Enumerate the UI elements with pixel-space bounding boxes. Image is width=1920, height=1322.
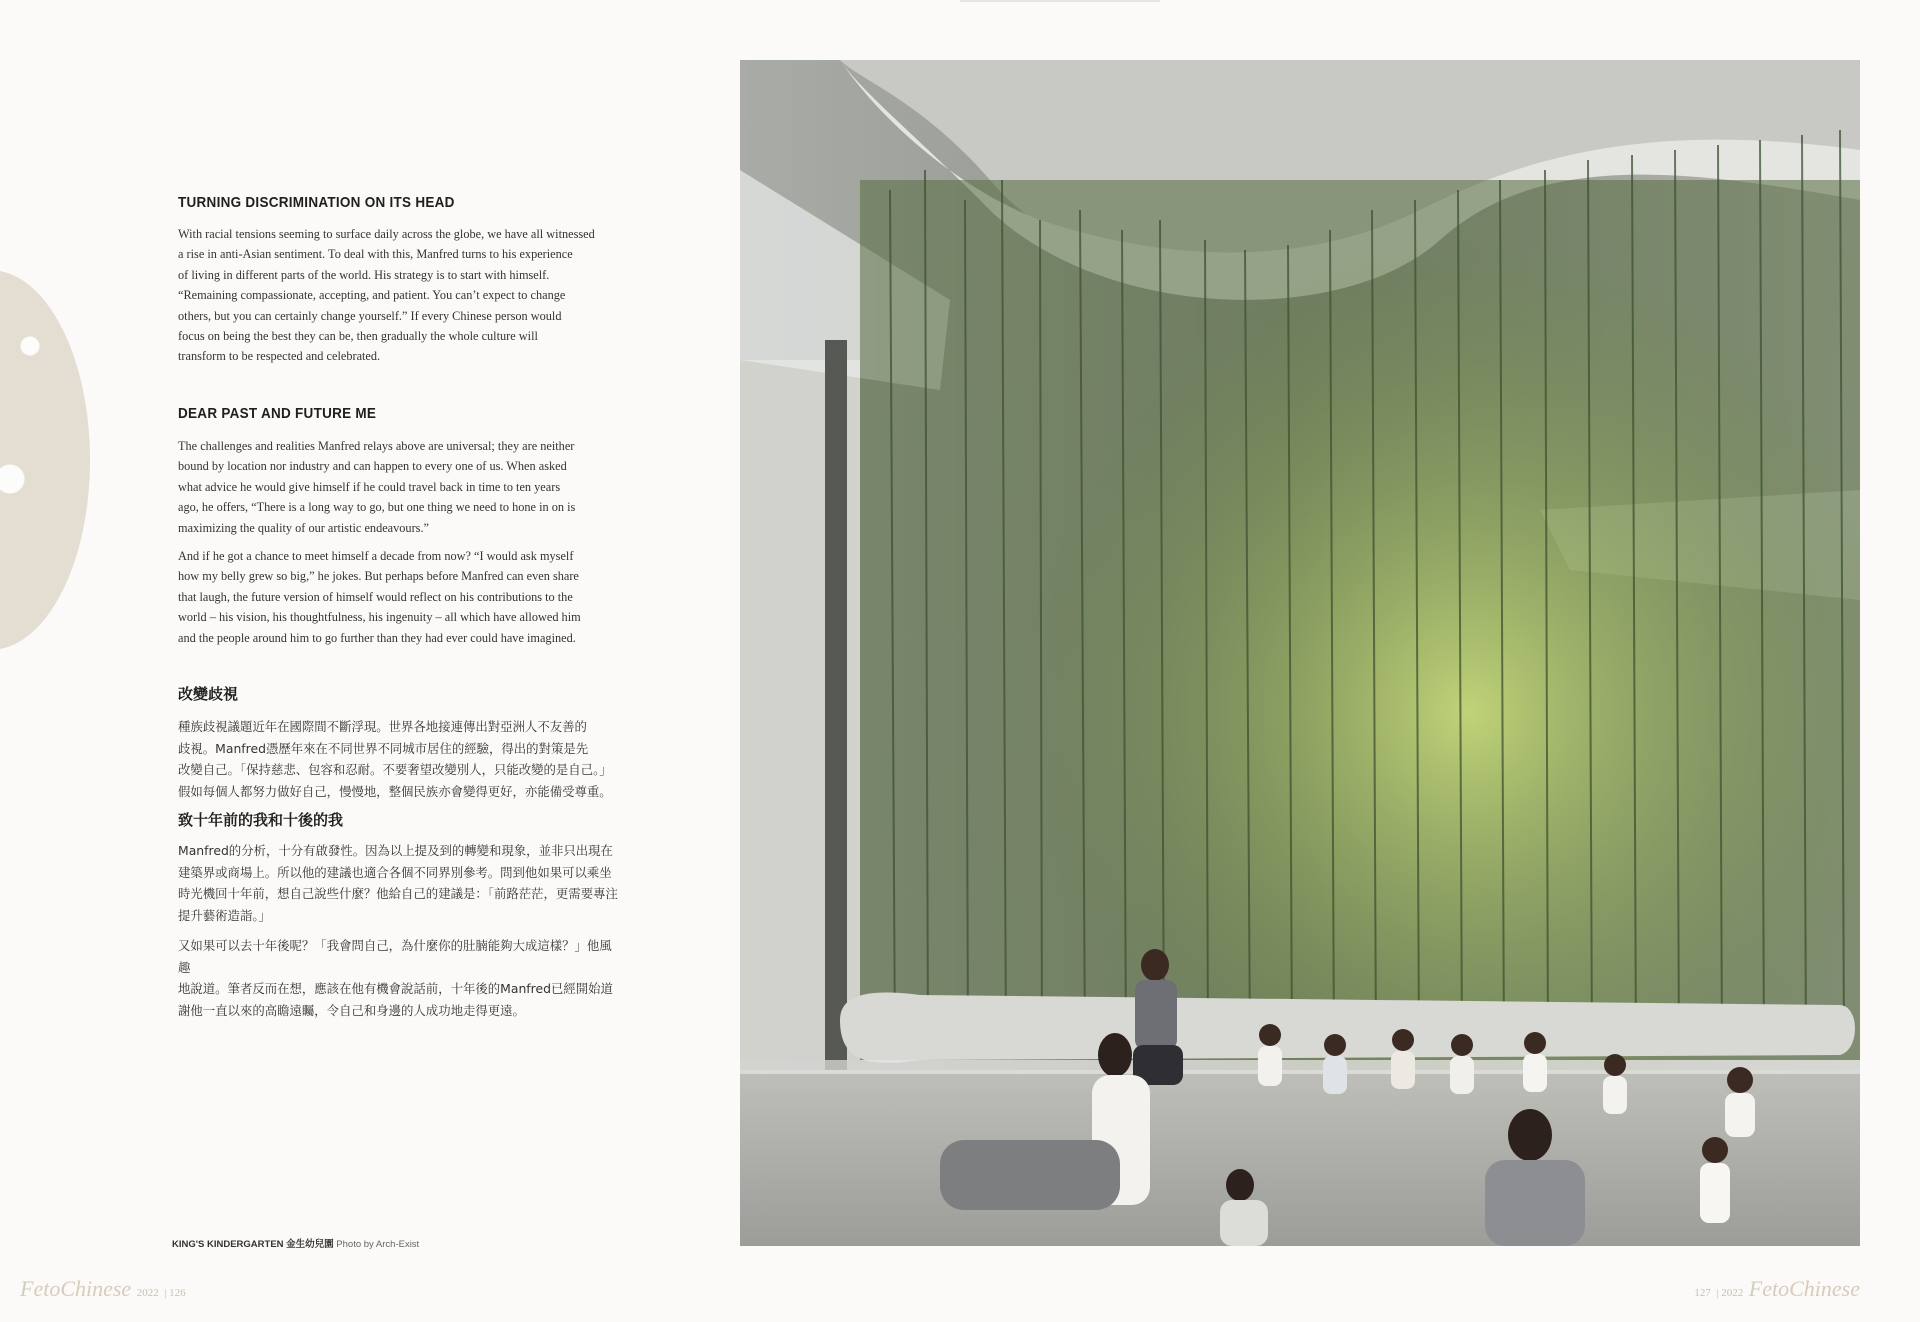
text-line: how my belly grew so big,” he jokes. But perhaps before Manfred can even share xyxy=(178,569,579,584)
photo-caption xyxy=(172,1236,419,1250)
magazine-logo: FetoChinese xyxy=(20,1276,132,1301)
kindergarten-courtyard-photo xyxy=(740,60,1860,1246)
decorative-circle-graphic xyxy=(0,270,90,650)
text-line: 改變自己。「保持慈悲、包容和忍耐。不要奢望改變別人，只能改變的是自己。」 xyxy=(178,762,612,778)
text-line: 謝他一直以來的高瞻遠矚，令自己和身邊的人成功地走得更遠。 xyxy=(178,1002,525,1018)
text-line: 提升藝術造詣。」 xyxy=(178,907,271,923)
text-line: a rise in anti-Asian sentiment. To deal with this, Manfred turns to his experience xyxy=(178,247,573,262)
section-heading-zh-past-future: 致十年前的我和十後的我 xyxy=(178,811,344,829)
text-line: maximizing the quality of our artistic endeavours.” xyxy=(178,520,429,535)
text-line: others, but you can certainly change yourself.” If every Chinese person would xyxy=(178,308,562,323)
text-line: With racial tensions seeming to surface daily across the globe, we have all witnessed xyxy=(178,227,595,241)
section-heading-discrimination: TURNING DISCRIMINATION ON ITS HEAD xyxy=(178,194,455,211)
text-line: transform to be respected and celebrated. xyxy=(178,349,381,364)
text-line: ago, he offers, “There is a long way to go, but one thing we need to hone in on is xyxy=(178,500,576,515)
text-line: 又如果可以去十年後呢？「我會問自己，為什麼你的肚腩能夠大成這樣？」他風趣 xyxy=(178,938,612,975)
text-line: 歧視。Manfred憑歷年來在不同世界不同城市居住的經驗，得出的對策是先 xyxy=(178,740,589,756)
paragraph-zh-discrimination xyxy=(178,716,623,802)
section-heading-past-future: DEAR PAST AND FUTURE ME xyxy=(178,405,377,422)
paragraph-past-future-2 xyxy=(178,546,634,648)
text-line: of living in different parts of the world. His strategy is to start with himself. xyxy=(178,267,550,282)
text-line: 種族歧視議題近年在國際間不斷浮現。世界各地接連傳出對亞洲人不友善的 xyxy=(178,719,587,734)
page-number: 127 xyxy=(1694,1287,1711,1299)
folio-left: FetoChinese 2022 | 126 xyxy=(20,1276,186,1301)
text-line: 假如每個人都努力做好自己，慢慢地，整個民族亦會變得更好，亦能備受尊重。 xyxy=(178,783,612,799)
folio-year: 2022 xyxy=(136,1287,159,1299)
paragraph-zh-past-future-1 xyxy=(178,840,623,926)
magazine-logo: FetoChinese xyxy=(1748,1276,1860,1301)
top-edge-line xyxy=(960,0,1160,2)
text-line: and the people around him to go further than they had ever could have imagined. xyxy=(178,630,576,645)
text-line: “Remaining compassionate, accepting, and patient. You can’t expect to change xyxy=(178,288,566,303)
text-line: bound by location nor industry and can happen to every one of us. When asked xyxy=(178,459,567,474)
text-line: 時光機回十年前，想自己說些什麼？他給自己的建議是：「前路茫茫，更需要專注 xyxy=(178,886,618,902)
text-line: focus on being the best they can be, then gradually the whole culture will xyxy=(178,329,538,344)
paragraph-discrimination xyxy=(178,224,634,367)
text-line: The challenges and realities Manfred relays above are universal; they are neither xyxy=(178,439,575,453)
page-number: 126 xyxy=(169,1287,186,1299)
text-line: what advice he would give himself if he could travel back in time to ten years xyxy=(178,479,561,494)
section-heading-zh-discrimination: 改變歧視 xyxy=(178,685,239,703)
text-line: that laugh, the future version of himself would reflect on his contributions to the xyxy=(178,589,573,604)
caption-title: KING'S KINDERGARTEN 金生幼兒園 xyxy=(172,1239,334,1250)
text-line: Manfred的分析，十分有啟發性。因為以上提及到的轉變和現象，並非只出現在 xyxy=(178,843,613,858)
photo-illustration xyxy=(740,60,1860,1246)
text-line: world – his vision, his thoughtfulness, his ingenuity – all which have allowed him xyxy=(178,610,581,625)
folio-year: 2022 xyxy=(1721,1287,1744,1299)
paragraph-past-future-1 xyxy=(178,436,634,538)
text-line: 建築界或商場上。所以他的建議也適合各個不同界別參考。問到他如果可以乘坐 xyxy=(178,864,612,880)
caption-credit: Photo by Arch-Exist xyxy=(336,1239,420,1250)
folio-right: 127 | 2022 FetoChinese xyxy=(1694,1276,1860,1301)
text-line: And if he got a chance to meet himself a decade from now? “I would ask myself xyxy=(178,549,574,563)
text-line: 地說道。筆者反而在想，應該在他有機會說話前，十年後的Manfred已經開始道 xyxy=(178,981,613,997)
paragraph-zh-past-future-2 xyxy=(178,935,623,1021)
